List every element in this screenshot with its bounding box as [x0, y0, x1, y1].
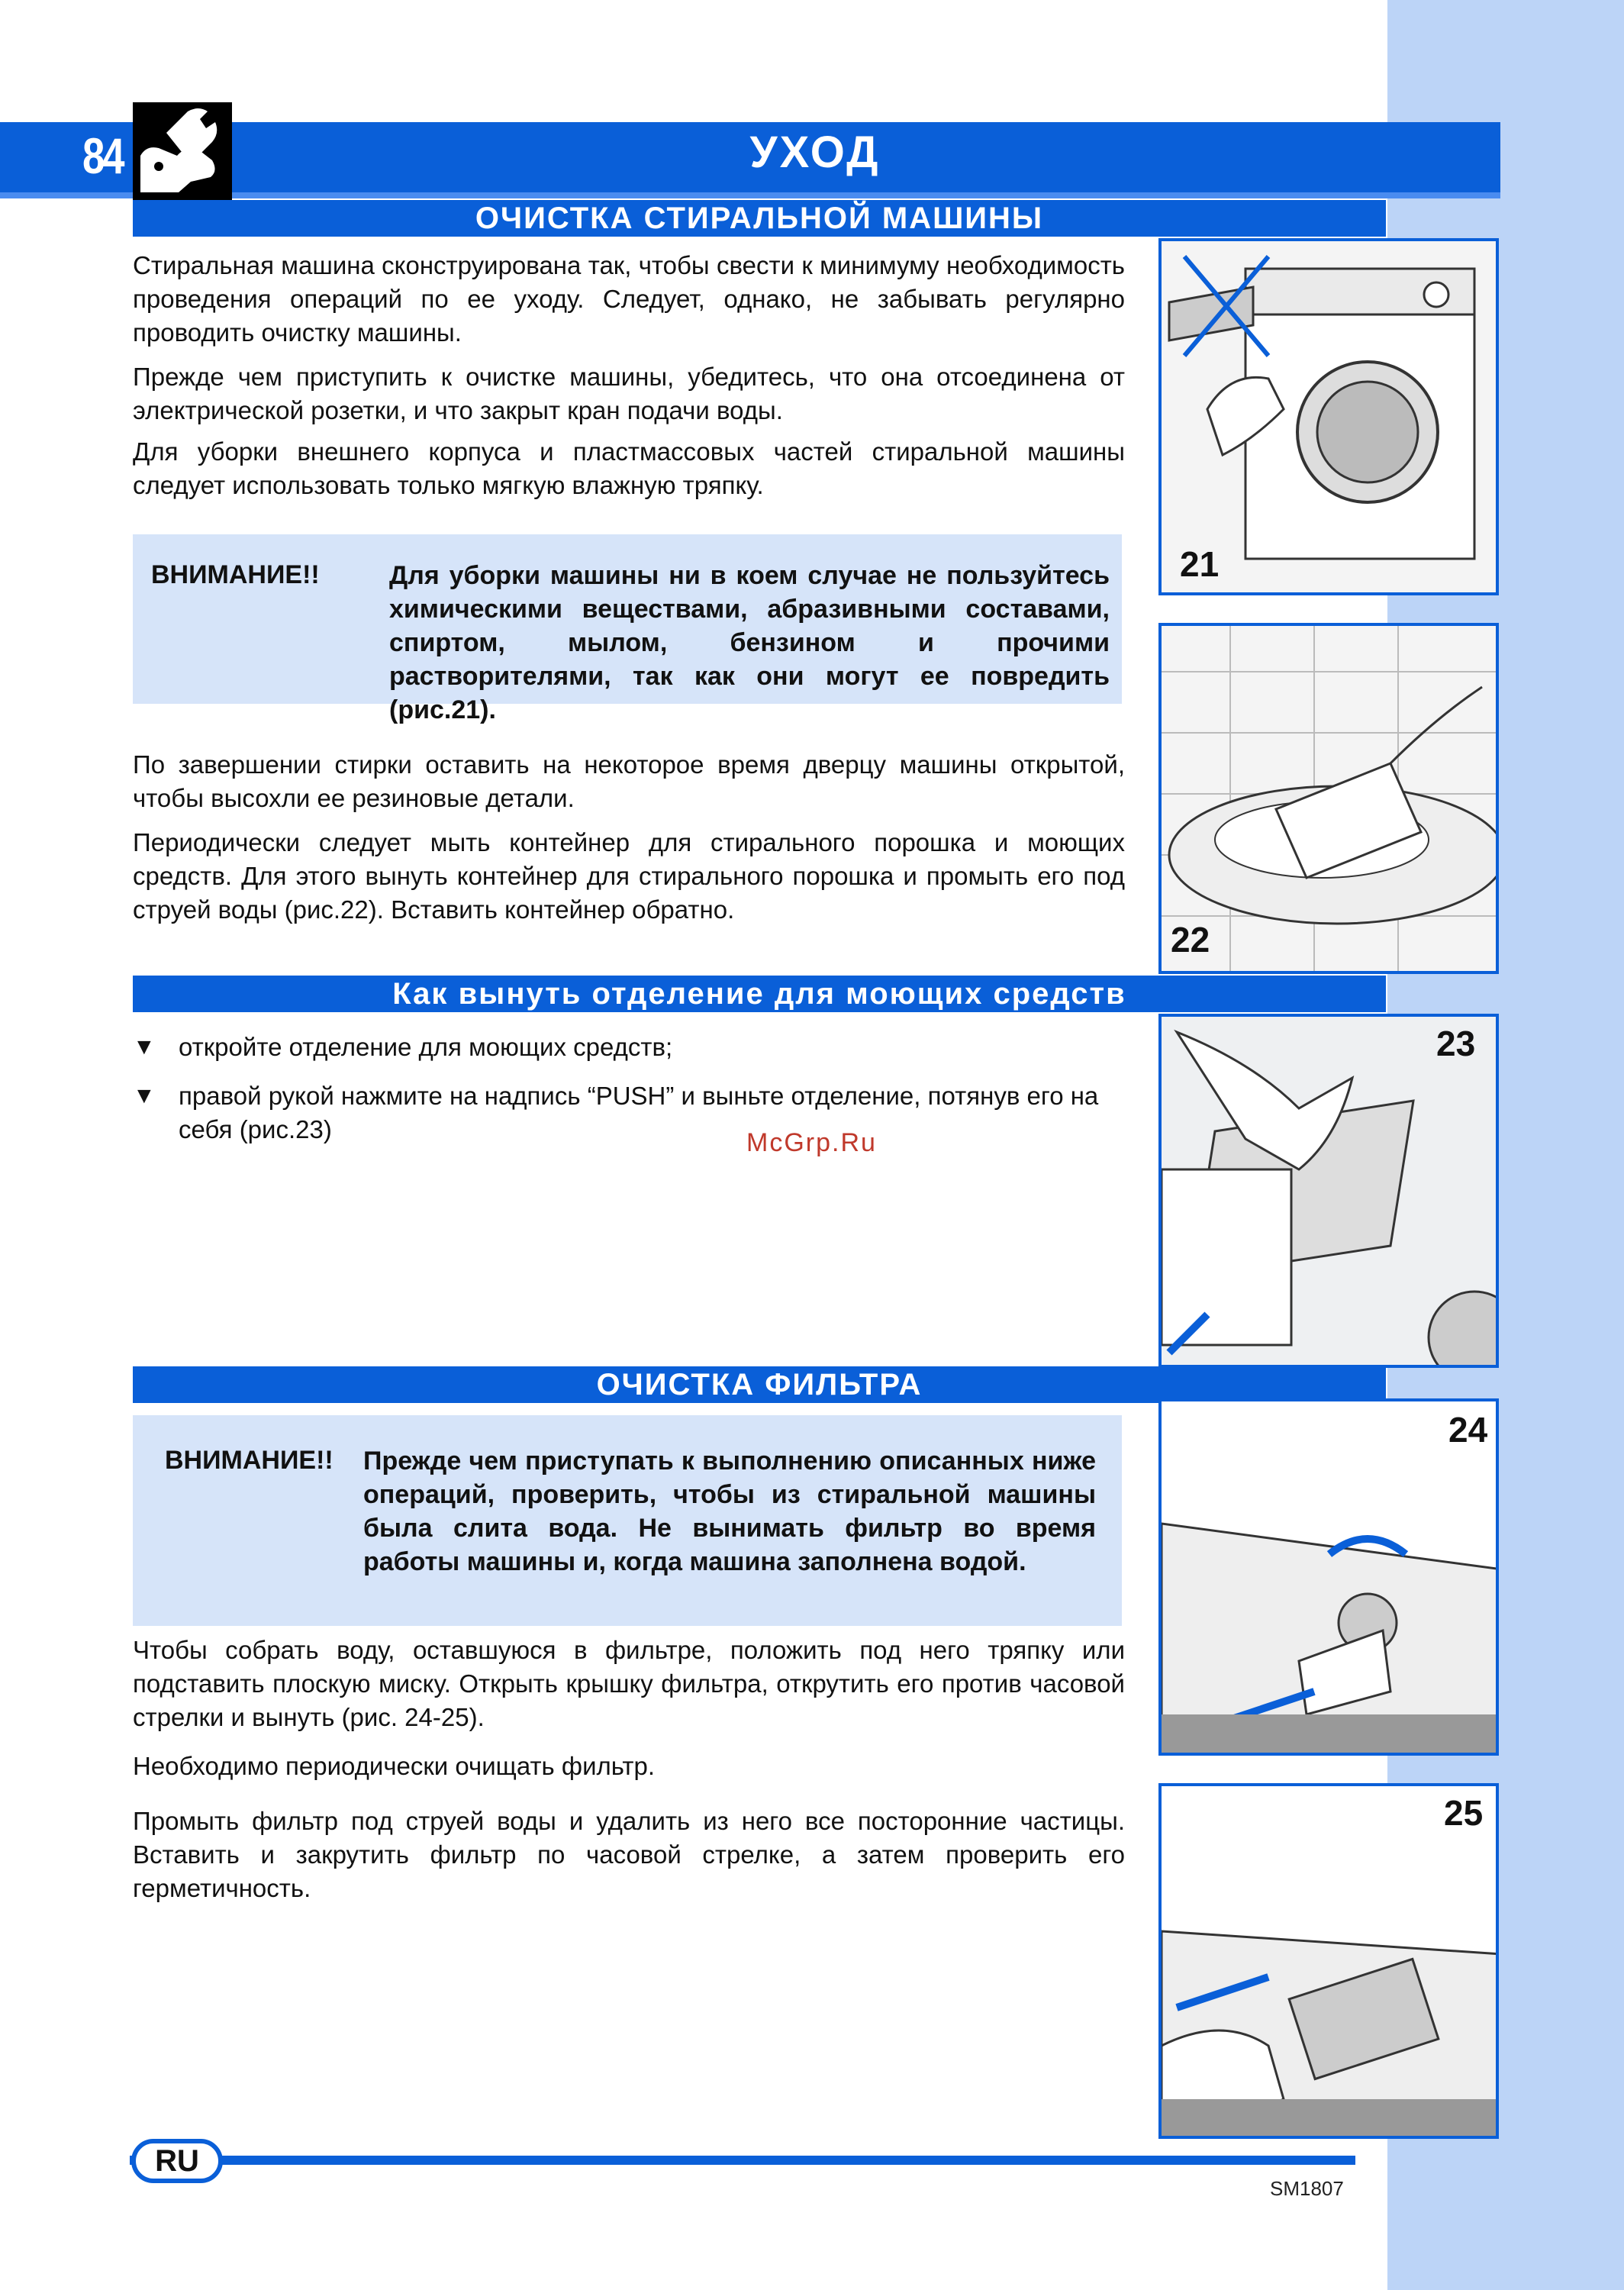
figure-23	[1158, 1014, 1499, 1368]
figure-24	[1158, 1398, 1499, 1756]
section-heading-detergent-drawer: Как вынуть отделение для моющих средств	[133, 976, 1386, 1012]
warning-text: Прежде чем приступать к выполнению описанных ниже операций, проверить, чтобы из стиральной машины была слита вода. Не вынимать фильтр во время работы машины и, когда машина заполнена водой.	[363, 1447, 1096, 1576]
warning-box	[133, 1415, 1122, 1626]
warning-label: ВНИМАНИЕ!!	[151, 560, 320, 589]
section-heading-washer-cleaning: ОЧИСТКА СТИРАЛЬНОЙ МАШИНЫ	[133, 200, 1386, 237]
page-number: 84	[82, 127, 123, 184]
watermark: McGrp.Ru	[746, 1128, 877, 1157]
detergent-drawer-removal-illustration	[1162, 1017, 1499, 1368]
paragraph: Чтобы собрать воду, оставшуюся в фильтре, положить под него тряпку или подставить плоскую миску. Открыть крышку фильтра, открутить его против часовой стрелки и вынуть (рис. 24-25).	[133, 1636, 1125, 1731]
list-item-text: правой рукой нажмите на надпись “PUSH” и выньте отделение, потянув его на себя (рис.23)	[179, 1082, 1099, 1143]
paragraph: Для уборки внешнего корпуса и пластмассовых частей стиральной машины следует использовать только мягкую влажную тряпку.	[133, 437, 1125, 499]
figure-21	[1158, 238, 1499, 595]
figure-label: 22	[1171, 920, 1210, 960]
paragraph: По завершении стирки оставить на некоторое время дверцу машины открытой, чтобы высохли ее резиновые детали.	[133, 750, 1125, 812]
figure-label: 21	[1180, 544, 1220, 584]
figure-label: 25	[1444, 1793, 1484, 1833]
footer-rule	[130, 2156, 1355, 2165]
language-badge: RU	[131, 2139, 223, 2183]
paragraph: Промыть фильтр под струей воды и удалить из него все посторонние частицы. Вставить и закрутить фильтр по часовой стрелке, а затем проверить его герметичность.	[133, 1807, 1125, 1902]
paragraph: Необходимо периодически очищать фильтр.	[133, 1752, 656, 1780]
sink-washing-drawer-illustration	[1162, 626, 1499, 974]
warning-label: ВНИМАНИЕ!!	[165, 1446, 334, 1475]
filter-cover-open-illustration	[1162, 1401, 1499, 1756]
figure-22	[1158, 623, 1499, 974]
paragraph: Периодически следует мыть контейнер для стирального порошка и моющих средств. Для этого вынуть контейнер для стирального порошка и промыть его под струей воды (рис.22). Вставить контейнер обратно.	[133, 828, 1125, 924]
filter-removal-illustration	[1162, 1786, 1499, 2139]
document-code: SM1807	[1270, 2177, 1344, 2200]
page-title: УХОД	[749, 127, 881, 177]
figure-25	[1158, 1783, 1499, 2139]
paragraph: Стиральная машина сконструирована так, чтобы свести к минимуму необходимость проведения операций по ее уходу. Следует, однако, не забывать регулярно проводить очистку машины.	[133, 251, 1125, 347]
warning-box	[133, 534, 1122, 724]
washing-machine-illustration	[1162, 241, 1499, 595]
triangle-bullet-icon: ▼	[133, 1083, 156, 1108]
paragraph: Прежде чем приступить к очистке машины, убедитесь, что она отсоединена от электрической розетки, и что закрыт кран подачи воды.	[133, 363, 1125, 424]
list-item-text: откройте отделение для моющих средств;	[179, 1033, 673, 1061]
warning-text: Для уборки машины ни в коем случае не пользуйтесь химическими веществами, абразивными составами, спиртом, мылом, бензином и прочими растворителями, так как они могут ее повредить (рис.21).	[389, 561, 1110, 724]
figure-label: 24	[1448, 1410, 1488, 1450]
section-heading-filter-cleaning: ОЧИСТКА ФИЛЬТРА	[133, 1366, 1386, 1403]
triangle-bullet-icon: ▼	[133, 1034, 156, 1060]
figure-label: 23	[1436, 1024, 1476, 1063]
